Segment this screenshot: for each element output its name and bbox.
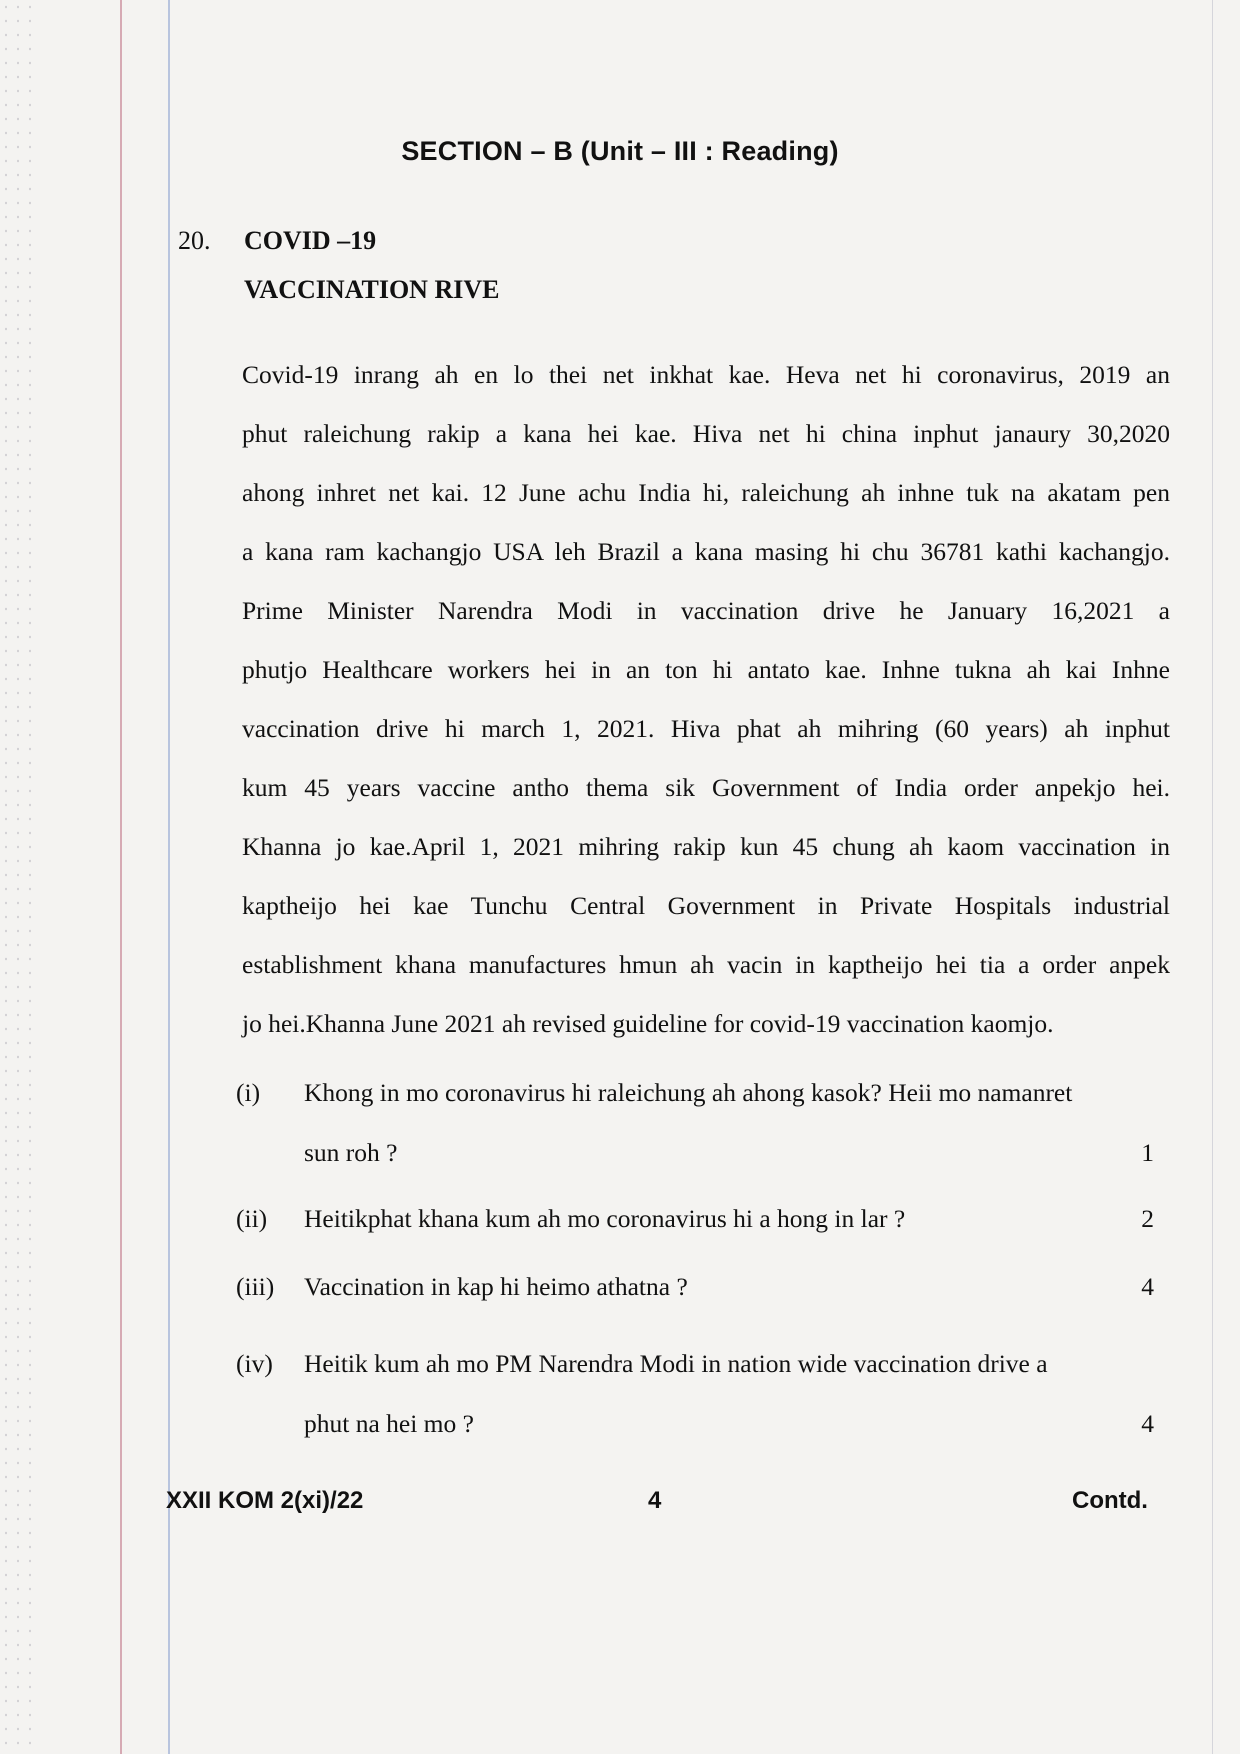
sub-question-text: Heitikphat khana kum ah mo coronavirus hi a hong in lar ?	[304, 1204, 906, 1233]
sub-question-text: Vaccination in kap hi heimo athatna ?	[304, 1272, 688, 1301]
paper-code: XXII KOM 2(xi)/22	[166, 1487, 364, 1514]
continued-label: Contd.	[1072, 1487, 1148, 1514]
passage-line: a kana ram kachangjo USA leh Brazil a kana masing hi chu 36781 kathi kachangjo.	[242, 537, 1170, 566]
margin-line-red	[120, 0, 122, 1754]
question-number: 20.	[178, 226, 211, 255]
sub-question-ii	[236, 1204, 1180, 1244]
sub-question-i	[236, 1078, 1180, 1188]
margin-line-right	[1212, 0, 1213, 1754]
question-subtitle: VACCINATION RIVE	[244, 275, 500, 304]
marks: 4	[1141, 1409, 1154, 1438]
passage-line: Covid-19 inrang ah en lo thei net inkhat kae. Heva net hi coronavirus, 2019 an	[242, 360, 1170, 389]
reading-passage	[242, 355, 1170, 1063]
passage-line: phutjo Healthcare workers hei in an ton hi antato kae. Inhne tukna ah kai Inhne	[242, 655, 1170, 684]
sub-question-number: (iv)	[236, 1349, 273, 1378]
marks: 2	[1141, 1204, 1154, 1233]
passage-line: kum 45 years vaccine antho thema sik Government of India order anpekjo hei.	[242, 773, 1170, 802]
sub-question-number: (iii)	[236, 1272, 275, 1301]
section-title: SECTION – B (Unit – III : Reading)	[401, 136, 839, 166]
sub-question-iv	[236, 1349, 1180, 1459]
passage-line: Prime Minister Narendra Modi in vaccination drive he January 16,2021 a	[242, 596, 1170, 625]
sub-question-number: (i)	[236, 1078, 261, 1107]
marks: 4	[1141, 1272, 1154, 1301]
sub-question-iii	[236, 1272, 1180, 1312]
passage-line: vaccination drive hi march 1, 2021. Hiva phat ah mihring (60 years) ah inphut	[242, 714, 1170, 743]
passage-line: phut raleichung rakip a kana hei kae. Hiva net hi china inphut janaury 30,2020	[242, 419, 1170, 448]
passage-line: Khanna jo kae.April 1, 2021 mihring rakip kun 45 chung ah kaom vaccination in	[242, 832, 1170, 861]
passage-line: jo hei.Khanna June 2021 ah revised guideline for covid-19 vaccination kaomjo.	[242, 1009, 1054, 1038]
sub-question-text-continued: sun roh ?	[304, 1138, 398, 1167]
paper-texture	[0, 0, 40, 1754]
question-title: COVID –19	[244, 226, 377, 255]
passage-line: kaptheijo hei kae Tunchu Central Government in Private Hospitals industrial	[242, 891, 1170, 920]
page-number: 4	[648, 1487, 662, 1514]
sub-question-text-continued: phut na hei mo ?	[304, 1409, 474, 1438]
passage-line: establishment khana manufactures hmun ah vacin in kaptheijo hei tia a order anpek	[242, 950, 1170, 979]
sub-question-number: (ii)	[236, 1204, 268, 1233]
passage-line: ahong inhret net kai. 12 June achu India hi, raleichung ah inhne tuk na akatam pen	[242, 478, 1170, 507]
marks: 1	[1141, 1138, 1154, 1167]
sub-question-text: Khong in mo coronavirus hi raleichung ah ahong kasok? Heii mo namanret	[304, 1078, 1073, 1107]
sub-question-text: Heitik kum ah mo PM Narendra Modi in nation wide vaccination drive a	[304, 1349, 1048, 1378]
